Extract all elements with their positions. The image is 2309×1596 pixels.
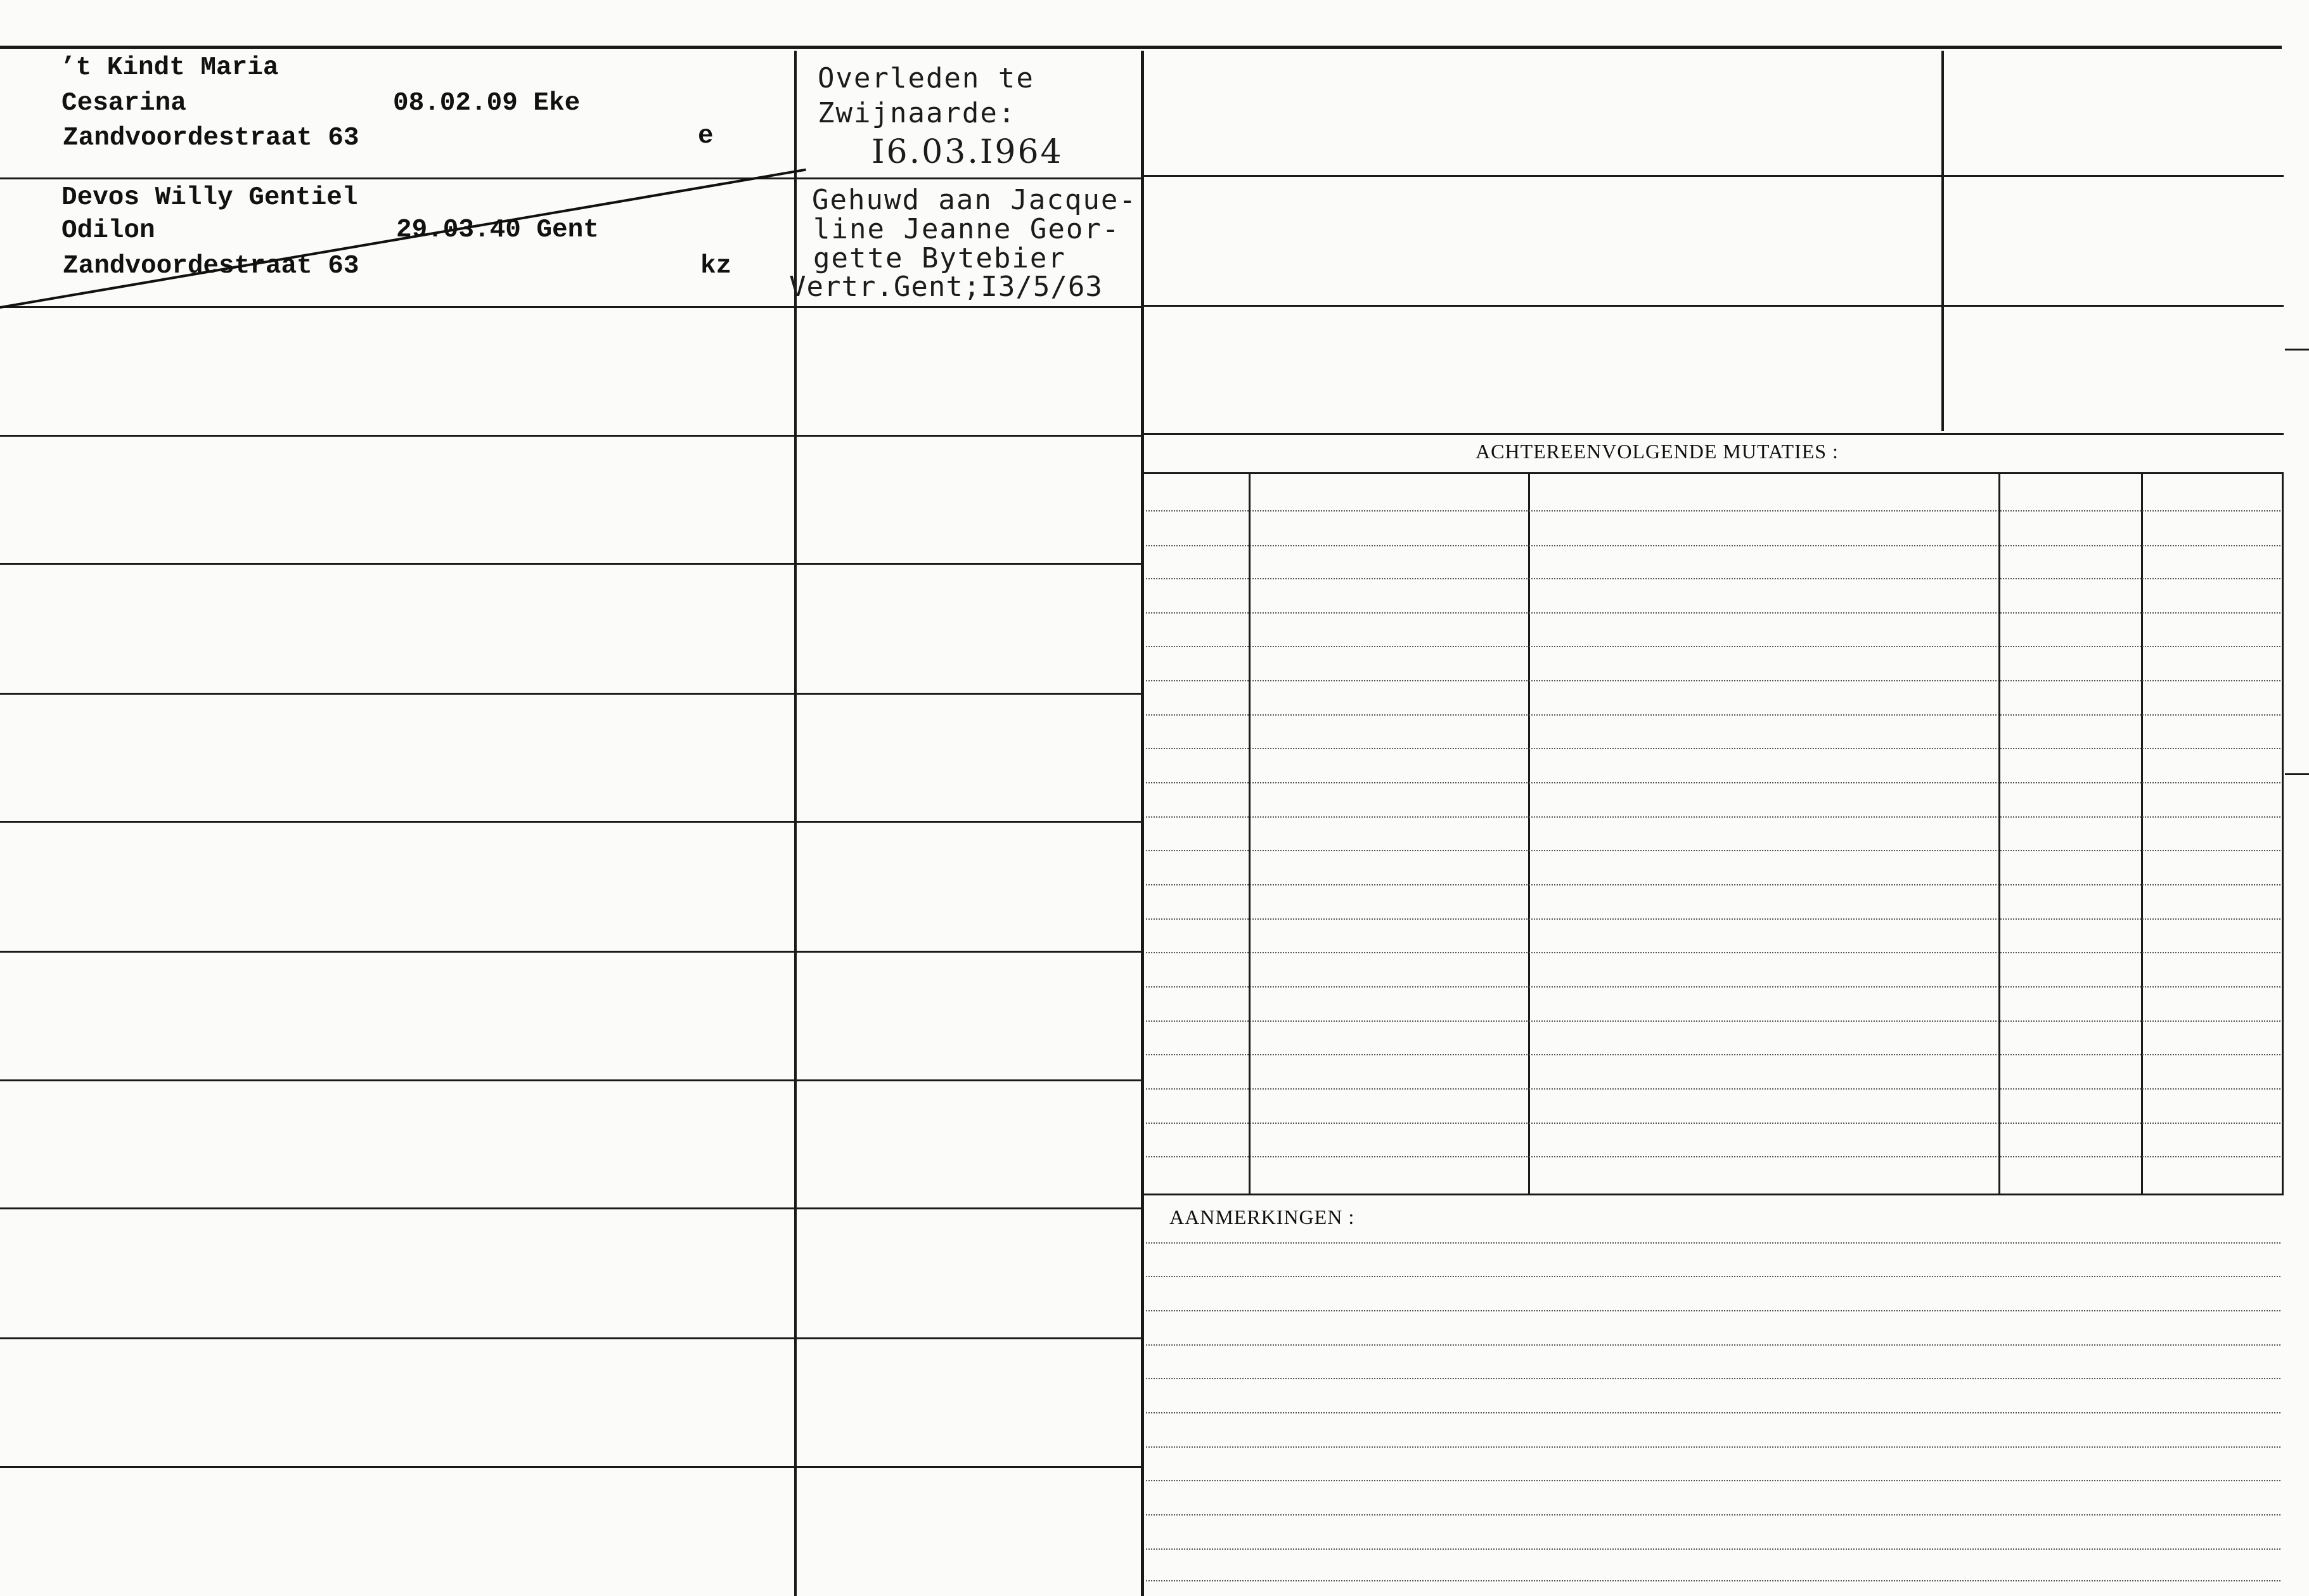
mutaties-dotted-row [1146,714,2280,716]
mutaties-col [1998,474,2000,1195]
entry-1-name-line2: Cesarina [61,89,186,118]
entry-2-note-line4: Vertr.Gent;I3/5/63 [789,271,1103,303]
mutaties-dotted-row [1146,646,2280,647]
mutaties-dotted-row [1146,918,2280,920]
entry-1-name-line1: ’t Kindt Maria [60,53,279,82]
mutaties-dotted-row [1146,510,2280,512]
mutaties-dotted-row [1146,748,2280,749]
row-line [0,951,794,953]
divider-note-right [1141,51,1144,1596]
aanmerkingen-dotted-row [1146,1412,2280,1413]
mutaties-dotted-row [1146,782,2280,783]
aanmerkingen-dotted-row [1146,1310,2280,1311]
entry-1-birth: 08.02.09 Eke [393,89,581,118]
mutaties-dotted-row [1146,1156,2280,1157]
aanmerkingen-dotted-row [1146,1344,2280,1346]
mutaties-dotted-row [1146,1054,2280,1055]
mutaties-dotted-row [1146,612,2280,614]
mutaties-dotted-row [1146,1123,2280,1124]
mutaties-dotted-row [1146,578,2280,579]
entry-1-code: e [698,122,714,151]
entry-2-address: Zandvoordestraat 63 [63,252,359,281]
row-line [0,306,1141,308]
entry-2-note-line2: line Jeanne Geor- [813,213,1121,245]
entry-2-code: kz [700,252,732,281]
aanmerkingen-dotted-row [1146,1514,2280,1516]
mutaties-col [2141,474,2143,1195]
mutaties-dotted-row [1146,1088,2280,1090]
row-line [794,1079,1142,1081]
row-line [0,1337,794,1339]
mutaties-col [1249,474,1251,1195]
entry-2-name-line2: Odilon [61,216,155,245]
row-line [0,1207,794,1209]
mutaties-dotted-row [1146,545,2280,546]
row-line [794,563,1142,565]
right-row-line [1143,305,2284,307]
row-line [0,821,794,823]
mutaties-top-line [1143,472,2284,474]
top-border [0,46,2282,49]
mutaties-col [2282,474,2284,1195]
aanmerkingen-title: AANMERKINGEN : [1169,1206,1355,1228]
entry-1-address: Zandvoordestraat 63 [63,124,359,153]
row-line [794,1337,1142,1339]
entry-1-note-line2: Zwijnaarde: [818,97,1017,129]
row-line [0,563,794,565]
row-line [0,177,1141,179]
entry-1-note-line1: Overleden te [818,62,1034,94]
mutaties-dotted-row [1146,986,2280,988]
aanmerkingen-dotted-row [1146,1480,2280,1481]
row-line [0,693,794,695]
mutaties-col [1528,474,1530,1195]
mutaties-bottom-line [1143,1194,2284,1195]
aanmerkingen-dotted-row [1146,1548,2280,1550]
divider-right-upper [1941,51,1944,431]
row-line [794,435,1142,437]
row-line [0,1079,794,1081]
row-line [0,1466,794,1468]
entry-2-note-line1: Gehuwd aan Jacque- [812,184,1137,216]
mutaties-dotted-row [1146,816,2280,818]
edge-mark [2285,349,2309,351]
aanmerkingen-dotted-row [1146,1378,2280,1379]
mutaties-dotted-row [1146,680,2280,681]
aanmerkingen-dotted-row [1146,1242,2280,1244]
right-row-line [1143,433,2284,435]
row-line [794,821,1142,823]
entry-1-note-line3: I6.03.I964 [872,133,1064,171]
aanmerkingen-dotted-row [1146,1446,2280,1448]
mutaties-dotted-row [1146,884,2280,885]
row-line [0,435,794,437]
mutaties-dotted-row [1146,1020,2280,1022]
edge-mark [2285,773,2309,775]
aanmerkingen-dotted-row [1146,1276,2280,1277]
entry-2-birth: 29.03.40 Gent [396,216,599,245]
right-row-line [1143,175,2284,177]
aanmerkingen-dotted-row [1146,1580,2280,1581]
mutaties-title: ACHTEREENVOLGENDE MUTATIES : [1476,440,1839,463]
mutaties-dotted-row [1146,952,2280,953]
entry-2-note-line3: gette Bytebier [813,242,1066,274]
row-line [794,1466,1142,1468]
row-line [794,1207,1142,1209]
row-line [794,951,1142,953]
entry-2-name-line1: Devos Willy Gentiel [61,183,358,212]
row-line [794,693,1142,695]
mutaties-dotted-row [1146,850,2280,851]
